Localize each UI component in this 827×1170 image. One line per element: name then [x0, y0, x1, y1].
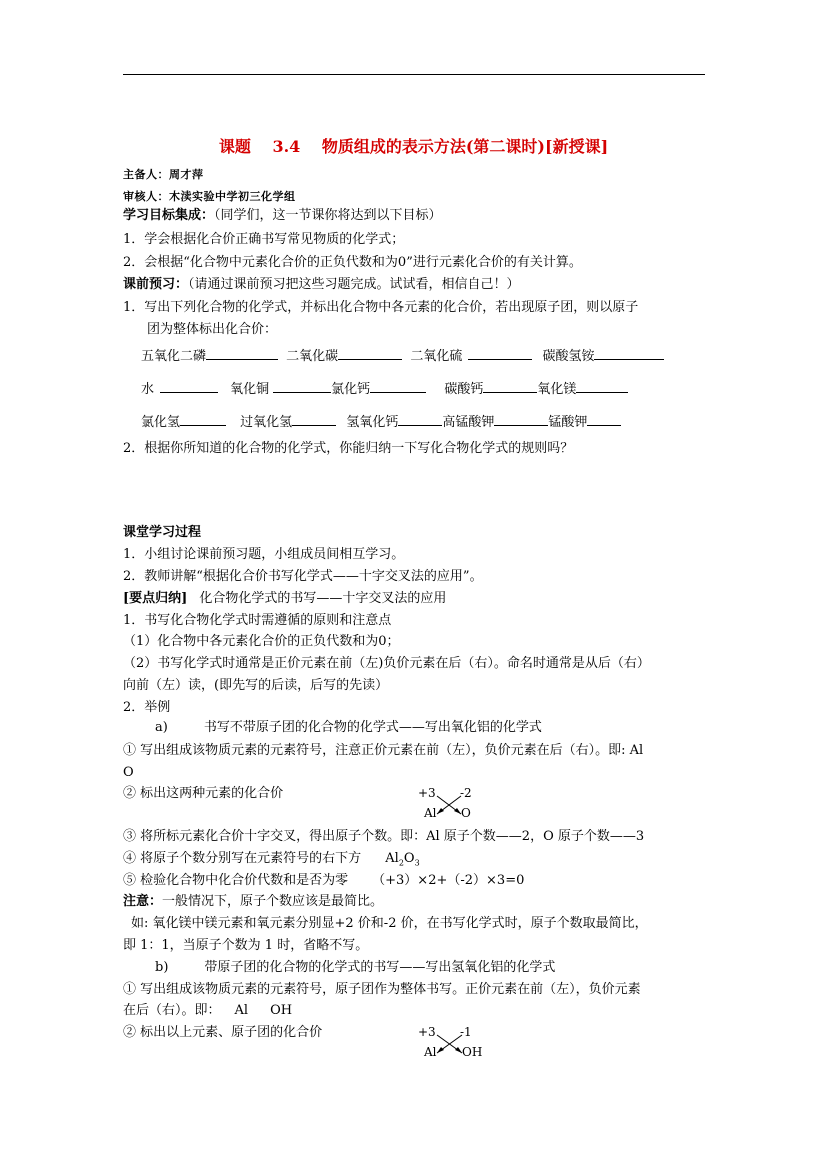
examples-heading: 2．举例 — [123, 700, 171, 715]
symbol-al: Al — [234, 1003, 249, 1018]
principle-1: （1）化合物中各元素化合价的正负代数和为0； — [123, 634, 400, 649]
answer-blank[interactable] — [587, 412, 621, 426]
goals-line — [123, 207, 442, 225]
goal-item-1: 1．学会根据化合价正确书写常见物质的化学式； — [123, 232, 405, 247]
example-a-step3: ③ 将所标元素化合价十字交叉，得出原子个数。即：Al 原子个数——2，O 原子个数——3 — [123, 829, 645, 844]
compound-label: 碳酸钙 — [444, 382, 484, 397]
example-a-step5-line — [123, 872, 524, 890]
example-a-step1-line1: ① 写出组成该物质元素的元素符号，注意正价元素在前（左），负价元素在后（右）。即: Al — [123, 743, 644, 758]
compound-label: 二氧化碳 — [286, 349, 339, 364]
preview-q1-line1: 1．写出下列化合物的化学式，并标出化合物中各元素的化合价，若出现原子团，则以原子 — [123, 300, 639, 315]
answer-blank[interactable] — [594, 346, 664, 360]
example-a-step1-line2: O — [123, 765, 134, 780]
example-b-marker: b) — [155, 960, 169, 975]
formula-element: Al — [385, 851, 399, 866]
element-left: Al — [424, 806, 437, 820]
valence-positive: +3 — [418, 786, 436, 800]
answer-blank[interactable] — [338, 346, 402, 360]
valence-positive: +3 — [418, 1025, 436, 1039]
summary-line — [123, 590, 446, 608]
goal-item-2: 2．会根据“化合物中元素化合价的正负代数和为0”进行元素化合价的有关计算。 — [123, 255, 582, 270]
note-example-line2: 即 1：1，当原子个数为 1 时，省略不写。 — [123, 938, 369, 953]
answer-blank[interactable] — [273, 379, 331, 393]
note-heading: 注意： — [123, 894, 163, 909]
title-section: 3.4 — [272, 137, 301, 156]
classroom-heading: 课堂学习过程 — [123, 525, 202, 540]
example-b-heading — [155, 959, 555, 977]
title-name: 物质组成的表示方法(第二课时)[新授课] — [321, 137, 609, 156]
answer-blank[interactable] — [468, 346, 532, 360]
compound-label: 高锰酸钾 — [442, 415, 495, 430]
answer-blank[interactable] — [160, 379, 218, 393]
answer-blank[interactable] — [292, 412, 336, 426]
example-a-heading — [155, 719, 542, 737]
exercise-row-2 — [141, 379, 628, 399]
element-left: Al — [424, 1045, 437, 1059]
compound-label: 碳酸氢铵 — [542, 349, 595, 364]
goals-heading: 学习目标集成： — [123, 208, 215, 223]
compound-label: 五氧化二磷 — [141, 349, 207, 364]
answer-blank[interactable] — [483, 379, 537, 393]
header-rule — [123, 74, 705, 75]
page-title — [0, 134, 827, 157]
compound-label: 氧化铜 — [230, 382, 270, 397]
answer-blank[interactable] — [370, 379, 426, 393]
group-right: OH — [462, 1045, 483, 1059]
example-b-step2: ② 标出以上元素、原子团的化合价 — [123, 1025, 323, 1040]
example-b-step1-text: 在后（右）。即： — [123, 1003, 221, 1018]
note-example-line1: 如: 氧化镁中镁元素和氧元素分别显+2 价和-2 价，在书写化学式时，原子个数取最简比， — [131, 916, 648, 931]
preview-heading: 课前预习： — [123, 277, 189, 292]
compound-label: 氯化氢 — [141, 415, 181, 430]
example-b-step1-line2 — [123, 1002, 292, 1020]
answer-blank[interactable] — [180, 412, 226, 426]
symbol-oh: OH — [270, 1003, 293, 1018]
compound-label: 氢氧化钙 — [346, 415, 399, 430]
note-text: 一般情况下，原子个数应该是最简比。 — [162, 894, 384, 909]
formula-subscript: 2 — [398, 858, 404, 868]
valence-negative: -1 — [460, 1025, 472, 1039]
summary-title: 化合物化学式的书写——十字交叉法的应用 — [199, 591, 447, 606]
example-a-title: 书写不带原子团的化合物的化学式——写出氧化铝的化学式 — [203, 720, 542, 735]
principle-2-line2: 向前（左）读，(即先写的后读，后写的先读） — [123, 678, 389, 693]
example-a-step4: ④ 将原子个数分别写在元素符号的右下方 — [123, 851, 362, 866]
compound-label: 二氧化硫 — [410, 349, 463, 364]
classroom-step-1: 1．小组讨论课前预习题，小组成员间相互学习。 — [123, 547, 405, 562]
example-b-title: 带原子团的化合物的化学式的书写——写出氢氧化铝的化学式 — [204, 960, 556, 975]
answer-blank[interactable] — [206, 346, 278, 360]
summary-tag: [要点归纳] — [123, 591, 188, 606]
compound-label: 氯化钙 — [331, 382, 371, 397]
formula-al2o3 — [385, 851, 419, 866]
preview-intro: （请通过课前预习把这些习题完成。试试看，相信自己！） — [188, 277, 520, 292]
formula-element: O — [403, 851, 415, 866]
valence-negative: -2 — [460, 786, 472, 800]
preview-line — [123, 276, 520, 294]
example-a-step5: ⑤ 检验化合物中化合价代数和是否为零 — [123, 873, 349, 888]
answer-blank[interactable] — [398, 412, 442, 426]
title-label: 课题 — [218, 137, 251, 156]
answer-blank[interactable] — [494, 412, 548, 426]
compound-label: 氧化镁 — [537, 382, 577, 397]
preview-q1-line2: 团为整体标出化合价： — [147, 322, 278, 337]
formula-subscript: 3 — [414, 858, 420, 868]
compound-label: 锰酸钾 — [548, 415, 588, 430]
example-a-marker: a) — [155, 720, 168, 735]
reviewer-line: 审核人：木渎实验中学初三化学组 — [123, 190, 296, 203]
example-a-step4-line — [123, 850, 420, 873]
goals-intro: （同学们，这一节课你将达到以下目标） — [214, 208, 442, 223]
cross-diagram-b — [418, 1025, 488, 1061]
preview-q2: 2．根据你所知道的化合物的化学式，你能归纳一下写化合物化学式的规则吗？ — [123, 441, 574, 456]
note-line — [123, 893, 383, 911]
answer-blank[interactable] — [576, 379, 628, 393]
principles-heading: 1．书写化合物化学式时需遵循的原则和注意点 — [123, 613, 392, 628]
example-b-step1-line1: ① 写出组成该物质元素的元素符号，原子团作为整体书写。正价元素在前（左），负价元素 — [123, 982, 641, 997]
classroom-step-2: 2．教师讲解“根据化合价书写化学式——十字交叉法的应用”。 — [123, 569, 483, 584]
element-right: O — [461, 806, 471, 820]
exercise-row-3 — [141, 412, 621, 432]
principle-2-line1: （2）书写化学式时通常是正价元素在前（左)负价元素在后（右）。命名时通常是从后（右） — [123, 656, 650, 671]
example-a-step2: ② 标出这两种元素的化合价 — [123, 786, 284, 801]
exercise-row-1 — [141, 346, 664, 366]
compound-label: 过氧化氢 — [240, 415, 293, 430]
compound-label: 水 — [141, 382, 155, 397]
cross-diagram-a — [418, 786, 478, 822]
valence-check: （+3）×2+（-2）×3=0 — [372, 873, 525, 888]
preparer-line: 主备人：周才萍 — [123, 168, 204, 181]
